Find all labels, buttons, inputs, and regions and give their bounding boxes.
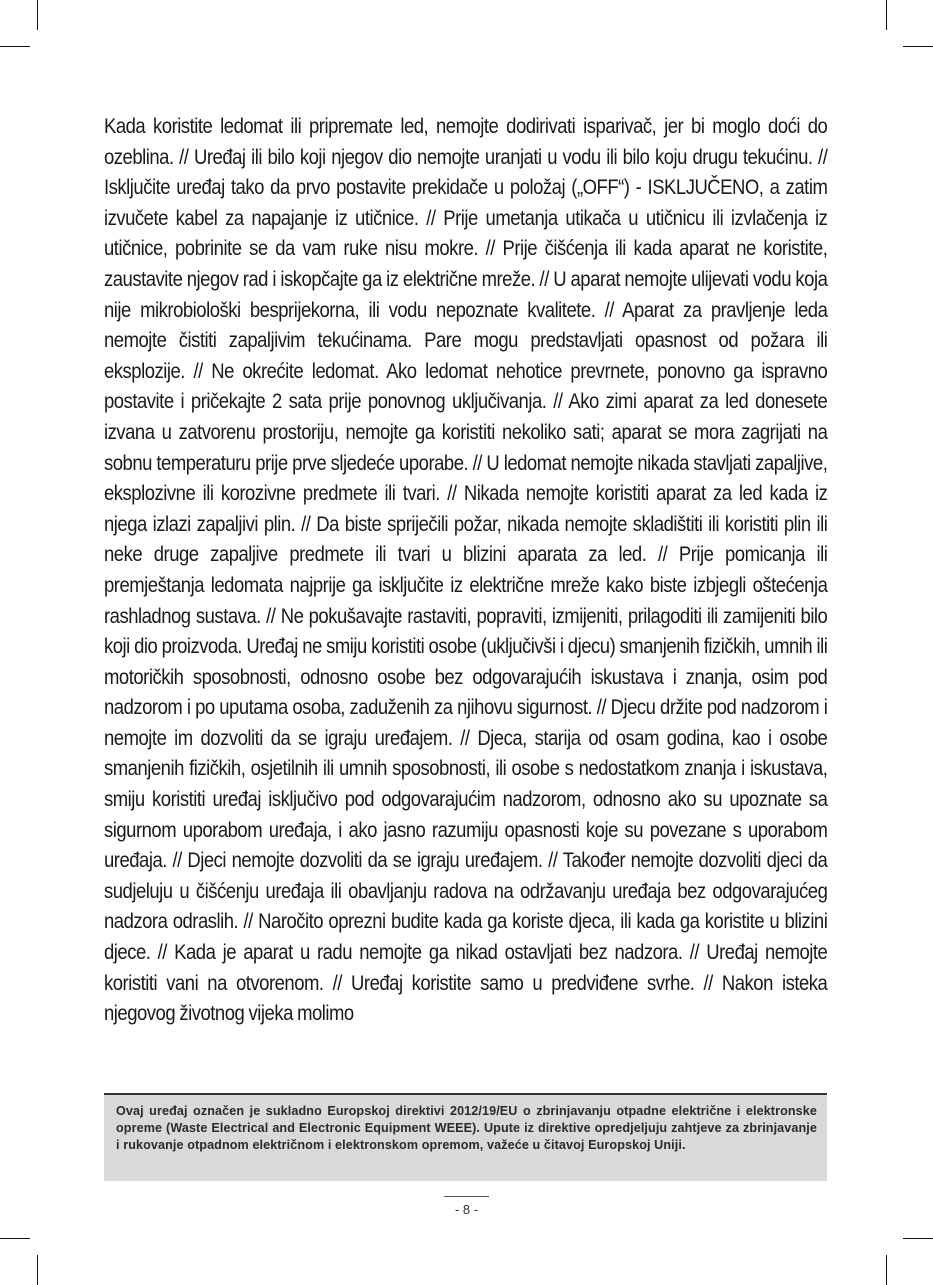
crop-mark-bottom-left-vertical	[37, 1255, 38, 1285]
crop-mark-top-right-vertical	[886, 0, 887, 30]
crop-mark-bottom-right-horizontal	[903, 1238, 933, 1239]
crop-mark-bottom-left-horizontal	[0, 1238, 30, 1239]
weee-notice-box	[104, 1095, 827, 1181]
page-number: - 8 -	[454, 1202, 479, 1217]
crop-mark-top-left-horizontal	[0, 46, 30, 47]
crop-mark-top-right-horizontal	[903, 46, 933, 47]
weee-notice-text: Ovaj uređaj označen je sukladno Europskoj direktivi 2012/19/EU o zbrinjavanju otpadne električne i elektronske opreme (Waste Electrical and Electronic Equipment WEEE). Upute iz direktive opredjeljuju zahtjeve za zbrinjavanje i rukovanje otpadnom električnom i elektronskom opremom, važeće u čitavoj Europskoj Uniji.	[116, 1104, 817, 1152]
safety-instructions-text: Kada koristite ledomat ili pripremate led, nemojte dodirivati isparivač, jer bi moglo doći do ozeblina. // Uređaj ili bilo koji njegov dio nemojte uranjati u vodu ili bilo koju drugu tekućinu. // Isključite uređaj tako da prvo postavite prekidače u položaj („OFF“) - ISKLJUČENO, a zatim izvučete kabel za napajanje iz utičnice. // Prije umetanja utikača u utičnicu ili izvlačenja iz utičnice, pobrinite se da vam ruke nisu mokre. // Prije čišćenja ili kada aparat ne koristite, zaustavite njegov rad i iskopčajte ga iz električne mreže. // U aparat nemojte ulijevati vodu koja nije mikrobiološki besprijekorna, ili vodu nepoznate kvalitete. // Aparat za pravljenje leda nemojte čistiti zapaljivim tekućinama. Pare mogu predstavljati opasnost od požara ili eksplozije. // Ne okrećite ledomat. Ako ledomat nehotice prevrnete, ponovno ga ispravno postavite i pričekajte 2 sata prije ponovnog uključivanja. // Ako zimi aparat za led donesete izvana u zatvorenu prostoriju, nemojte ga koristiti nekoliko sati; aparat se mora zagrijati na sobnu temperaturu prije prve sljedeće uporabe. // U ledomat nemojte nikada stavljati zapaljive, eksplozivne ili korozivne predmete ili tvari. // Nikada nemojte koristiti aparat za led kada iz njega izlazi zapaljivi plin. // Da biste spriječili požar, nikada nemojte skladištiti ili koristiti plin ili neke druge zapaljive predmete ili tvari u blizini aparata za led. // Prije pomicanja ili premještanja ledomata najprije ga isključite iz električne mreže kako biste izbjegli oštećenja rashladnog sustava. // Ne pokušavajte rastaviti, popraviti, izmijeniti, prilagoditi ili zamijeniti bilo koji dio proizvoda. Uređaj ne smiju koristiti osobe (uključivši i djecu) smanjenih fizičkih, umnih ili motoričkih sposobnosti, odnosno osobe bez odgovarajućih iskustava i znanja, osim pod nadzorom i po uputama osoba, zaduženih za njihovu sigurnost. // Djecu držite pod nadzorom i nemojte im dozvoliti da se igraju uređajem. // Djeca, starija od osam godina, kao i osobe smanjenih fizičkih, osjetilnih ili umnih sposobnosti, ili osobe s nedostatkom znanja i iskustava, smiju koristiti uređaj isključivo pod odgovarajućim nadzorom, odnosno ako su upoznate sa sigurnom uporabom uređaja, i ako jasno razumiju opasnosti koje su povezane s uporabom uređaja. // Djeci nemojte dozvoliti da se igraju uređajem. // Također nemojte dozvoliti djeci da sudjeluju u čišćenju uređaja ili obavljanju radova na održavanju uređaja bez odgovarajućeg nadzora odraslih. // Naročito oprezni budite kada ga koriste djeca, ili kada ga koristite u blizini djece. // Kada je aparat u radu nemojte ga nikad ostavljati bez nadzora. // Uređaj nemojte koristiti vani na otvorenom. // Uređaj koristite samo u predviđene svrhe. // Nakon isteka njegovog životnog vijeka molimo	[104, 115, 828, 1026]
crop-mark-bottom-right-vertical	[886, 1255, 887, 1285]
crop-mark-top-left-vertical	[37, 0, 38, 30]
page-number-rule	[444, 1196, 489, 1197]
